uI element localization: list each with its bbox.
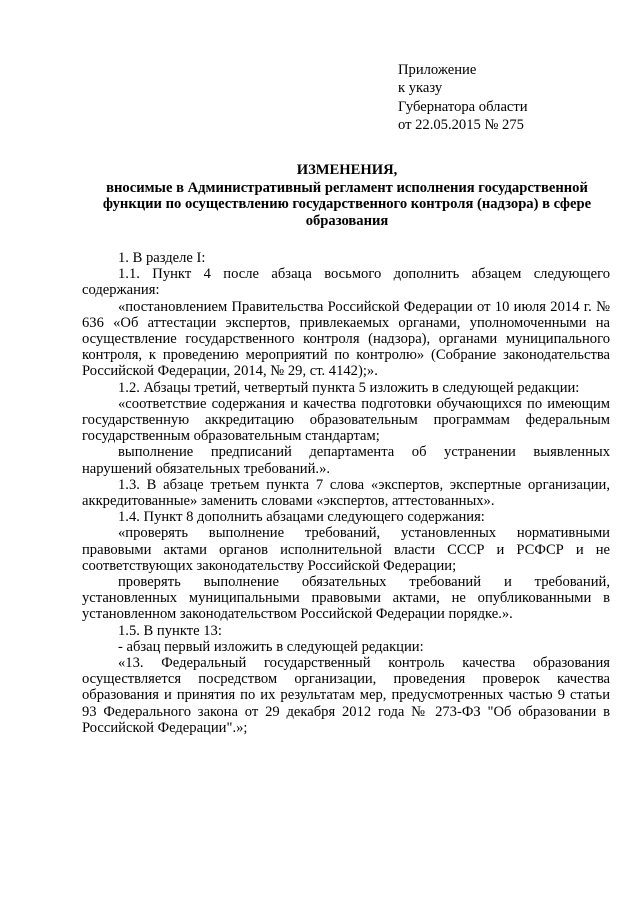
- paragraph: «постановлением Правительства Российской Федерации от 10 июля 2014 г. № 636 «Об аттестации экспертов, привлекаемых органами, уполномоченными на осуществление государственного контроля (надзора), органами муниципального контроля, к проведению мероприятий по контролю» (Собрание законодательства Российской Федерации, 2014, № 29, ст. 4142);».: [82, 298, 610, 380]
- paragraph: 1.1. Пункт 4 после абзаца восьмого дополнить абзацем следующего содержания:: [82, 266, 610, 299]
- paragraph: выполнение предписаний департамента об устранении выявленных нарушений обязательных требований.».: [82, 444, 610, 477]
- paragraph: 1.5. В пункте 13:: [118, 622, 222, 639]
- paragraph: 1.3. В абзаце третьем пункта 7 слова «экспертов, экспертные организации, аккредитованные» заменить словами «экспертов, аттестованных».: [82, 476, 610, 510]
- paragraph: «соответствие содержания и качества подготовки обучающихся по имеющим государственную аккредитацию образовательным программам федеральным государственным образовательным стандартам;: [82, 395, 610, 445]
- appendix-block: [398, 61, 528, 135]
- paragraph: 1. В разделе I:: [118, 250, 206, 266]
- paragraph: 1.2. Абзацы третий, четвертый пункта 5 изложить в следующей редакции:: [118, 379, 580, 396]
- paragraph: «13. Федеральный государственный контроль качества образования осуществляется посредством организации, проведения проверок качества образования и принятия по их результатам мер, предусмотренных частью 9 статьи 93 Федерального закона от 29 декабря 2012 года № 273-ФЗ "Об образовании в Российской Федерации".»;: [82, 655, 610, 736]
- paragraph: 1.4. Пункт 8 дополнить абзацами следующего содержания:: [118, 509, 485, 526]
- appendix-date-line: от 22.05.2015 № 275: [398, 117, 524, 134]
- appendix-line: к указу: [398, 80, 443, 97]
- document-subtitle: вносимые в Административный регламент исполнения государственной функции по осуществлению государственного контроля (надзора) в сфере образования: [102, 180, 592, 229]
- paragraph: - абзац первый изложить в следующей редакции:: [118, 638, 424, 655]
- document-title: ИЗМЕНЕНИЯ,: [296, 162, 398, 178]
- appendix-line: Губернатора области: [398, 98, 528, 115]
- appendix-line: Приложение: [398, 62, 477, 78]
- document-heading: [82, 162, 612, 229]
- paragraph: проверять выполнение обязательных требований и требований, установленных муниципальными правовыми актами, не опубликованными в установленном законодательством Российской Федерации порядке.».: [82, 574, 610, 623]
- paragraph: «проверять выполнение требований, установленных нормативными правовыми актами органов исполнительной власти СССР и РСФСР и не соответствующих законодательству Российской Федерации;: [82, 525, 610, 574]
- document-body: [82, 250, 610, 736]
